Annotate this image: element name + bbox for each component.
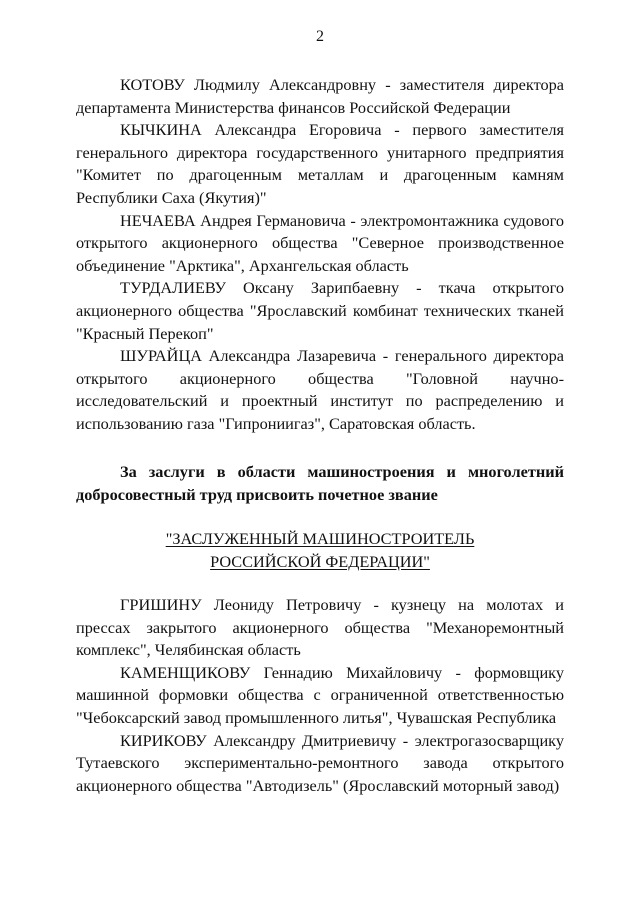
honorary-title-line-1: "ЗАСЛУЖЕННЫЙ МАШИНОСТРОИТЕЛЬ xyxy=(165,529,475,548)
page-number: 2 xyxy=(316,28,324,45)
award-entry-grishin: ГРИШИНУ Леониду Петровичу - кузнецу на молотах и прессах закрытого акционерного общества "Механоремонтный комплекс", Челябинская область xyxy=(76,595,564,660)
award-entry-kamenshchikov: КАМЕНЩИКОВУ Геннадию Михайловичу - формовщику машинной формовки общества с ограниченной ответственностью "Чебоксарский завод промышленного литья", Чувашская Республика xyxy=(76,662,564,727)
award-entry-kotova: КОТОВУ Людмилу Александровну - заместителя директора департамента Министерства финансов Российской Федерации xyxy=(76,75,564,117)
honorary-title-line-2: РОССИЙСКОЙ ФЕДЕРАЦИИ" xyxy=(210,551,430,571)
award-entry-kychkin: КЫЧКИНА Александра Егоровича - первого заместителя генерального директора государственного унитарного предприятия "Комитет по драгоценным металлам и драгоценным камням Республики Саха (Якутия)" xyxy=(76,120,564,207)
award-entry-turdalieva: ТУРДАЛИЕВУ Оксану Зарипбаевну - ткача открытого акционерного общества "Ярославский комбинат технических тканей "Красный Перекоп" xyxy=(76,278,564,343)
honorary-title xyxy=(0,528,640,573)
section-intro-text: За заслуги в области машиностроения и многолетний добросовестный труд присвоить почетное звание xyxy=(76,462,564,504)
award-list-section-1 xyxy=(76,74,564,436)
award-entry-nechaev: НЕЧАЕВА Андрея Германовича - электромонтажника судового открытого акционерного общества "Северное производственное объединение "Арктика", Архангельская область xyxy=(76,210,564,275)
award-entry-kirikov: КИРИКОВУ Александру Дмитриевичу - электрогазосварщику Тутаевского экспериментально-ремонтного завода открытого акционерного общества "Автодизель" (Ярославский моторный завод) xyxy=(76,730,564,795)
award-list-section-2 xyxy=(76,594,564,797)
award-entry-shuraits: ШУРАЙЦА Александра Лазаревича - генерального директора открытого акционерного общества "Головной научно-исследовательский и проектный институт по распределению и использованию газа "Гипрониигаз", Саратовская область. xyxy=(76,346,564,433)
section-intro xyxy=(76,461,564,506)
